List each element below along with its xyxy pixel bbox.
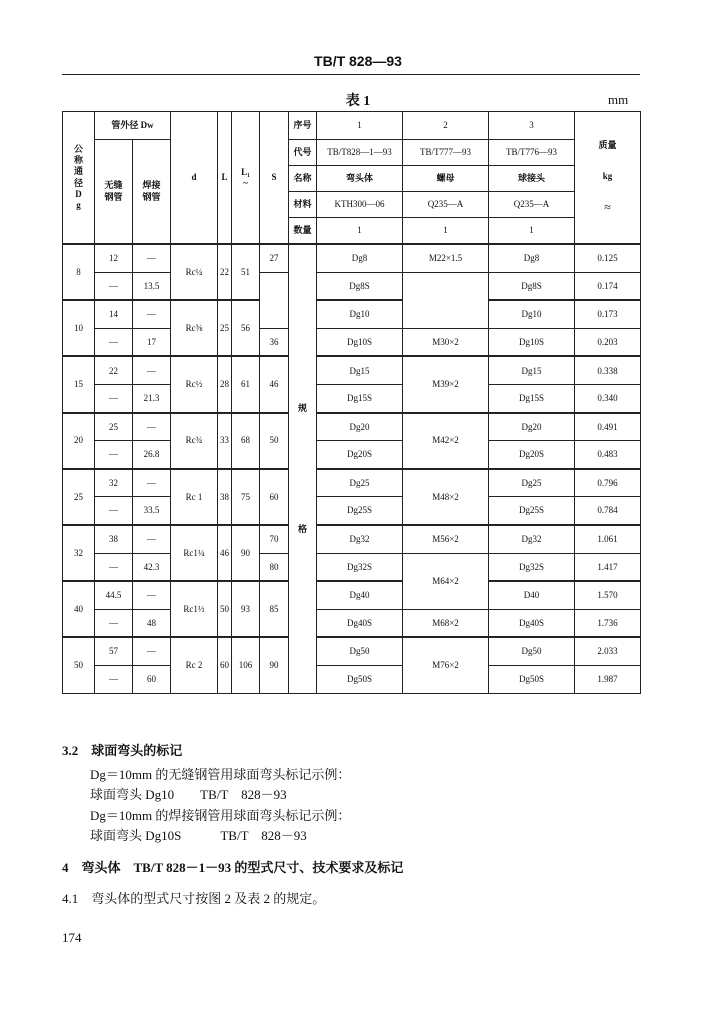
col-L-header: L	[218, 112, 232, 245]
running-header: TB/T 828—93	[314, 53, 402, 69]
seamless-od-cell: —	[95, 497, 133, 525]
mass-cell: 1.736	[575, 609, 641, 637]
seamless-od-cell: 38	[95, 525, 133, 553]
parts-cell: 2	[403, 112, 489, 140]
welded-od-cell: —	[133, 581, 171, 609]
table-row	[63, 525, 641, 553]
welded-od-cell: —	[133, 637, 171, 665]
table-caption: 表 1	[345, 94, 371, 109]
size-S-cell: 50	[260, 413, 289, 469]
nominal-diameter-cell: 40	[63, 581, 95, 637]
mass-cell: 1.570	[575, 581, 641, 609]
part3-spec-cell: Dg20S	[489, 441, 575, 469]
spec-label-cell	[289, 244, 317, 693]
nominal-diameter-cell: 20	[63, 413, 95, 469]
mass-cell: 1.061	[575, 525, 641, 553]
parts-cell: TB/T777—93	[403, 140, 489, 166]
part2-spec-cell: M30×2	[403, 328, 489, 356]
thread-d-cell: Rc 1	[171, 469, 218, 525]
length-L1-cell: 51	[232, 244, 260, 300]
length-L-cell: 38	[218, 469, 232, 525]
mass-cell: 0.338	[575, 356, 641, 384]
length-L1-cell: 75	[232, 469, 260, 525]
table-row	[63, 356, 641, 384]
table-row	[63, 637, 641, 665]
length-L1-cell: 106	[232, 637, 260, 693]
part2-spec-cell: M42×2	[403, 413, 489, 469]
part1-spec-cell: Dg40	[317, 581, 403, 609]
table-row	[63, 244, 641, 272]
part2-spec-cell: M76×2	[403, 637, 489, 693]
size-S-cell	[260, 272, 289, 328]
parts-cell: 螺母	[403, 166, 489, 192]
size-S-cell: 80	[260, 553, 289, 581]
parts-cell: TB/T828—1—93	[317, 140, 403, 166]
mass-cell: 0.796	[575, 469, 641, 497]
size-S-cell: 70	[260, 525, 289, 553]
part3-spec-cell: Dg32	[489, 525, 575, 553]
seamless-od-cell: 57	[95, 637, 133, 665]
seamless-od-cell: —	[95, 553, 133, 581]
welded-od-cell: 42.3	[133, 553, 171, 581]
welded-od-cell: —	[133, 525, 171, 553]
welded-od-cell: 26.8	[133, 441, 171, 469]
parts-cell: 1	[489, 218, 575, 245]
length-L-cell: 22	[218, 244, 232, 300]
welded-od-cell: 60	[133, 665, 171, 693]
paragraph: Dg＝10mm 的无缝钢管用球面弯头标记示例：	[90, 767, 351, 782]
parts-cell: 3	[489, 112, 575, 140]
size-S-cell: 85	[260, 581, 289, 637]
length-L1-cell: 61	[232, 356, 260, 412]
col-welded-header: 焊接钢管	[133, 140, 171, 245]
table-row	[63, 609, 641, 637]
length-L1-cell: 93	[232, 581, 260, 637]
seamless-od-cell: 14	[95, 300, 133, 328]
seamless-od-cell: 12	[95, 244, 133, 272]
part3-spec-cell: Dg40S	[489, 609, 575, 637]
part3-spec-cell: Dg15S	[489, 384, 575, 412]
part3-spec-cell: Dg25	[489, 469, 575, 497]
thread-d-cell: Rc¼	[171, 244, 218, 300]
parts-cell: TB/T776—93	[489, 140, 575, 166]
part3-spec-cell: Dg15	[489, 356, 575, 384]
parts-cell: KTH300—06	[317, 192, 403, 218]
welded-od-cell: 48	[133, 609, 171, 637]
mass-cell: 0.125	[575, 244, 641, 272]
length-L1-cell: 56	[232, 300, 260, 356]
table-row	[63, 441, 641, 469]
mass-cell: 0.340	[575, 384, 641, 412]
col-outer-header: 管外径 Dw	[95, 112, 171, 140]
length-L-cell: 60	[218, 637, 232, 693]
page-number: 174	[62, 930, 82, 945]
seamless-od-cell: —	[95, 384, 133, 412]
thread-d-cell: Rc 2	[171, 637, 218, 693]
seamless-od-cell: 25	[95, 413, 133, 441]
size-S-cell: 60	[260, 469, 289, 525]
size-S-cell: 27	[260, 244, 289, 272]
parts-cell: 1	[317, 218, 403, 245]
parts-label: 名称	[289, 166, 317, 192]
seamless-od-cell: —	[95, 665, 133, 693]
size-S-cell: 36	[260, 328, 289, 356]
mass-cell: 0.173	[575, 300, 641, 328]
parts-cell: Q235—A	[489, 192, 575, 218]
part1-spec-cell: Dg50S	[317, 665, 403, 693]
table-row	[63, 469, 641, 497]
part3-spec-cell: Dg32S	[489, 553, 575, 581]
header-rule	[62, 74, 640, 75]
spec-table	[62, 111, 641, 694]
thread-d-cell: Rc⅜	[171, 300, 218, 356]
size-S-cell: 90	[260, 637, 289, 693]
seamless-od-cell: 32	[95, 469, 133, 497]
welded-od-cell: —	[133, 300, 171, 328]
welded-od-cell: —	[133, 356, 171, 384]
col-nominal-header: 公称通径Dg	[63, 112, 95, 245]
seamless-od-cell: 44.5	[95, 581, 133, 609]
length-L-cell: 33	[218, 413, 232, 469]
seamless-od-cell: —	[95, 272, 133, 300]
nominal-diameter-cell: 32	[63, 525, 95, 581]
nominal-diameter-cell: 50	[63, 637, 95, 693]
mass-cell: 2.033	[575, 637, 641, 665]
part3-spec-cell: Dg10S	[489, 328, 575, 356]
paragraph: 球面弯头 Dg10 TB/T 828－93	[90, 787, 287, 802]
part2-spec-cell: M56×2	[403, 525, 489, 553]
thread-d-cell: Rc1½	[171, 581, 218, 637]
mass-cell: 0.491	[575, 413, 641, 441]
part3-spec-cell: Dg50S	[489, 665, 575, 693]
section-4-1: 4.1 弯头体的型式尺寸按图 2 及表 2 的规定。	[62, 891, 326, 906]
part2-spec-cell: M39×2	[403, 356, 489, 412]
part2-spec-cell: M68×2	[403, 609, 489, 637]
mass-cell: 0.784	[575, 497, 641, 525]
part1-spec-cell: Dg25	[317, 469, 403, 497]
mass-cell: 1.987	[575, 665, 641, 693]
mass-cell: 0.483	[575, 441, 641, 469]
spec-label-char: 格	[297, 523, 307, 534]
paragraph: 球面弯头 Dg10S TB/T 828－93	[90, 828, 307, 843]
parts-label: 材料	[289, 192, 317, 218]
part3-spec-cell: D40	[489, 581, 575, 609]
col-seamless-header: 无缝钢管	[95, 140, 133, 245]
seamless-od-cell: —	[95, 328, 133, 356]
welded-od-cell: 13.5	[133, 272, 171, 300]
parts-cell: 弯头体	[317, 166, 403, 192]
length-L1-cell: 68	[232, 413, 260, 469]
length-L-cell: 46	[218, 525, 232, 581]
part2-spec-cell: M48×2	[403, 469, 489, 525]
col-d-header: d	[171, 112, 218, 245]
seamless-od-cell: 22	[95, 356, 133, 384]
nominal-diameter-cell: 25	[63, 469, 95, 525]
table-row	[63, 384, 641, 412]
parts-label: 序号	[289, 112, 317, 140]
nominal-diameter-cell: 8	[63, 244, 95, 300]
length-L-cell: 25	[218, 300, 232, 356]
parts-cell: 球接头	[489, 166, 575, 192]
part1-spec-cell: Dg50	[317, 637, 403, 665]
part3-spec-cell: Dg10	[489, 300, 575, 328]
part2-spec-cell: M64×2	[403, 553, 489, 609]
part3-spec-cell: Dg25S	[489, 497, 575, 525]
mass-cell: 0.174	[575, 272, 641, 300]
table-row	[63, 328, 641, 356]
part1-spec-cell: Dg10	[317, 300, 403, 328]
welded-od-cell: 17	[133, 328, 171, 356]
part1-spec-cell: Dg15S	[317, 384, 403, 412]
part1-spec-cell: Dg20	[317, 413, 403, 441]
length-L-cell: 50	[218, 581, 232, 637]
length-L-cell: 28	[218, 356, 232, 412]
part1-spec-cell: Dg40S	[317, 609, 403, 637]
part1-spec-cell: Dg32S	[317, 553, 403, 581]
part1-spec-cell: Dg32	[317, 525, 403, 553]
size-S-cell: 46	[260, 356, 289, 412]
part2-spec-cell: M22×1.5	[403, 244, 489, 272]
part3-spec-cell: Dg50	[489, 637, 575, 665]
nominal-diameter-cell: 10	[63, 300, 95, 356]
mass-cell: 0.203	[575, 328, 641, 356]
parts-cell: 1	[403, 218, 489, 245]
parts-cell: Q235—A	[403, 192, 489, 218]
parts-cell: 1	[317, 112, 403, 140]
welded-od-cell: 21.3	[133, 384, 171, 412]
spec-label-char: 规	[297, 402, 307, 413]
mass-cell: 1.417	[575, 553, 641, 581]
part2-spec-cell	[403, 272, 489, 328]
table-row	[63, 581, 641, 609]
col-mass-header: 质量 kg ≈	[575, 112, 641, 245]
table-row	[63, 413, 641, 441]
table-row	[63, 553, 641, 581]
table-row	[63, 300, 641, 328]
length-L1-cell: 90	[232, 525, 260, 581]
parts-label: 代号	[289, 140, 317, 166]
table-unit: mm	[608, 92, 629, 107]
part3-spec-cell: Dg20	[489, 413, 575, 441]
part1-spec-cell: Dg10S	[317, 328, 403, 356]
welded-od-cell: —	[133, 244, 171, 272]
welded-od-cell: —	[133, 413, 171, 441]
col-L1-header: L₁ ~	[232, 112, 260, 245]
section-4-title: 4 弯头体 TB/T 828－1－93 的型式尺寸、技术要求及标记	[62, 860, 404, 875]
nominal-diameter-cell: 15	[63, 356, 95, 412]
section-3-2-title: 3.2 球面弯头的标记	[62, 743, 183, 758]
part1-spec-cell: Dg25S	[317, 497, 403, 525]
seamless-od-cell: —	[95, 609, 133, 637]
thread-d-cell: Rc¾	[171, 413, 218, 469]
part1-spec-cell: Dg8	[317, 244, 403, 272]
seamless-od-cell: —	[95, 441, 133, 469]
col-S-header: S	[260, 112, 289, 245]
welded-od-cell: —	[133, 469, 171, 497]
part1-spec-cell: Dg8S	[317, 272, 403, 300]
parts-label: 数量	[289, 218, 317, 245]
thread-d-cell: Rc1¼	[171, 525, 218, 581]
welded-od-cell: 33.5	[133, 497, 171, 525]
table-row	[63, 665, 641, 693]
table-row	[63, 497, 641, 525]
part3-spec-cell: Dg8	[489, 244, 575, 272]
thread-d-cell: Rc½	[171, 356, 218, 412]
table-row	[63, 272, 641, 300]
part1-spec-cell: Dg15	[317, 356, 403, 384]
paragraph: Dg＝10mm 的焊接钢管用球面弯头标记示例：	[90, 808, 351, 823]
part3-spec-cell: Dg8S	[489, 272, 575, 300]
part1-spec-cell: Dg20S	[317, 441, 403, 469]
